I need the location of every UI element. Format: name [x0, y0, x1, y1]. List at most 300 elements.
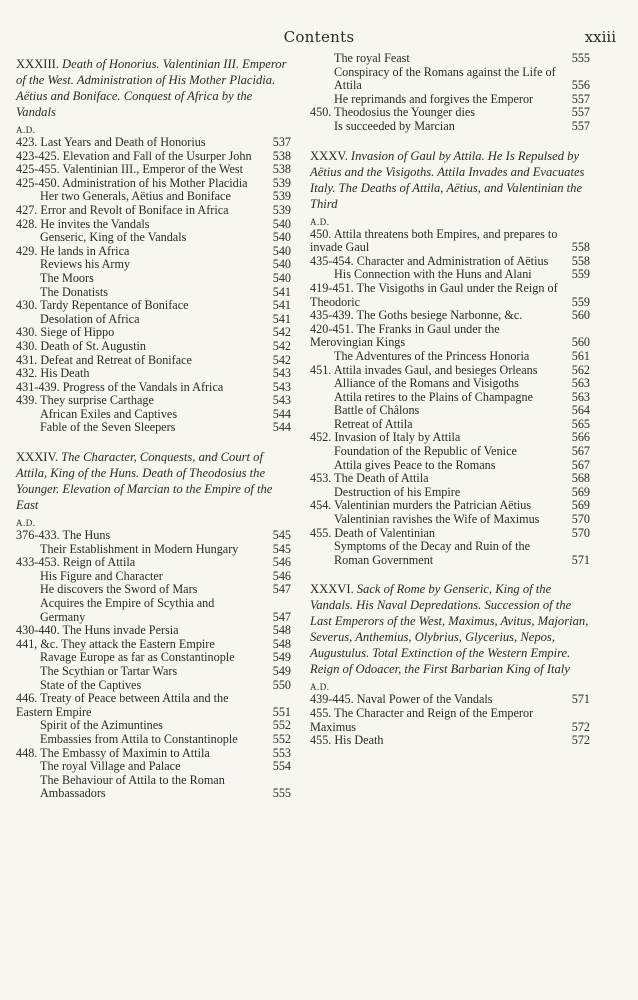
entry-page: 548: [272, 623, 291, 638]
toc-entry: [310, 459, 590, 473]
entry-text-wrap: [16, 313, 261, 327]
toc-entry: [310, 268, 590, 282]
entry-text-wrap: [16, 326, 261, 340]
entry-title: Character and Administration of Aëtius: [356, 253, 549, 268]
entry-page: 558: [571, 253, 590, 268]
entry-text-wrap: [310, 52, 560, 66]
chapter-heading: [16, 56, 291, 120]
toc-entry: [16, 624, 291, 638]
entry-text-wrap: [310, 707, 560, 734]
entry-title: Last Years and Death of Honorius: [40, 135, 206, 149]
entry-page: 537: [272, 135, 291, 149]
entry-title: Attila invades Gaul, and besieges Orleans: [333, 362, 538, 377]
toc-entry: [310, 323, 590, 350]
entry-text-wrap: [16, 204, 261, 218]
entry-page: 571: [571, 692, 590, 707]
entry-title: Fable of the Seven Sleepers: [40, 420, 176, 435]
entry-title: The Donatists: [40, 284, 109, 299]
entry-date: 420-451.: [310, 321, 354, 336]
toc-entry: [310, 693, 590, 707]
entry-text-wrap: [16, 231, 261, 245]
entry-title: Error and Revolt of Boniface in Africa: [40, 202, 229, 217]
entry-title: The Behaviour of Attila to the Roman Ambassadors: [40, 772, 225, 801]
entry-text-wrap: [16, 272, 261, 286]
toc-entry: [310, 734, 590, 748]
entry-date: 455.: [310, 525, 332, 540]
entry-text-wrap: [16, 543, 261, 557]
entry-page: 539: [272, 189, 291, 204]
entry-title: The Scythian or Tartar Wars: [40, 664, 178, 678]
entry-page: 540: [272, 243, 291, 258]
entry-page: 541: [272, 284, 291, 299]
entry-page: 542: [272, 352, 291, 367]
entry-title: Attila gives Peace to the Romans: [334, 457, 496, 472]
entry-page: 547: [272, 609, 291, 624]
toc-entry: [16, 245, 291, 259]
entry-text-wrap: [310, 459, 560, 473]
entry-page: 552: [272, 731, 291, 746]
toc-entry: [16, 719, 291, 733]
toc-entry: [310, 513, 590, 527]
entry-page: 566: [571, 430, 590, 445]
entry-date: 428.: [16, 216, 38, 231]
entry-text-wrap: [16, 529, 261, 543]
entry-page: 539: [272, 202, 291, 217]
entry-date: 430.: [16, 325, 38, 340]
entry-text-wrap: [310, 431, 560, 445]
chapter-description: Sack of Rome by Genseric, King of the Vandals. His Naval Depredations. Succession of the Last Emperors of the West, Maximus, Avitus, Majorian, Severus, Anthemius, Olybrius, Glycerius, Nepos, Augustulus. Total Extinction of the Western Empire. Reign of Odoacer, the First Barbarian King of Italy: [310, 582, 589, 677]
entry-date: 427.: [16, 202, 38, 217]
entry-date: 376-433.: [16, 528, 60, 543]
entry-text-wrap: [310, 472, 560, 486]
entry-text-wrap: [16, 556, 261, 570]
entry-text-wrap: [310, 734, 560, 748]
entry-title: Siege of Hippo: [40, 325, 115, 340]
entry-title: Retreat of Attila: [334, 416, 413, 431]
entry-date: 455.: [310, 706, 332, 720]
toc-entry: [310, 418, 590, 432]
entry-text-wrap: [310, 445, 560, 459]
toc-entry: [310, 527, 590, 541]
entry-text-wrap: [310, 404, 560, 418]
entry-page: 553: [272, 745, 291, 760]
entry-date: 430.: [16, 298, 38, 313]
toc-entry: [16, 570, 291, 584]
entry-title: Foundation of the Republic of Venice: [334, 444, 517, 459]
running-header-title: Contents: [283, 28, 355, 46]
chapter-gap: [16, 435, 291, 445]
entry-page: 555: [571, 51, 590, 65]
entry-text-wrap: [16, 286, 261, 300]
entry-title: The Goths besiege Narbonne, &c.: [356, 308, 523, 323]
entry-page: 545: [272, 528, 291, 543]
entry-title: African Exiles and Captives: [40, 406, 178, 421]
entry-page: 540: [272, 216, 291, 231]
entry-title: His Death: [334, 733, 384, 748]
entry-page: 557: [571, 91, 590, 106]
toc-entry: [16, 258, 291, 272]
entry-title: Destruction of his Empire: [334, 484, 461, 499]
toc-entry: [16, 326, 291, 340]
entry-date: 432.: [16, 366, 38, 381]
entry-page: 569: [571, 498, 590, 513]
entry-page: 548: [272, 636, 291, 651]
entry-page: 557: [571, 105, 590, 120]
entry-page: 559: [571, 267, 590, 282]
entry-page: 572: [571, 719, 590, 734]
entry-date: 429.: [16, 243, 38, 258]
entry-date: 452.: [310, 430, 332, 445]
chapter-number: XXXIII.: [16, 57, 60, 71]
entry-page: 551: [272, 704, 291, 719]
entry-page: 565: [571, 416, 590, 431]
toc-entry: [310, 364, 590, 378]
entry-date: 419-451.: [310, 280, 354, 295]
toc-entry: [16, 313, 291, 327]
entry-title: Ravage Europe as far as Constantinople: [40, 650, 235, 665]
entry-text-wrap: [16, 651, 261, 665]
entry-page: 552: [272, 718, 291, 733]
entry-page: 550: [272, 677, 291, 692]
toc-entry: [16, 299, 291, 313]
entry-text-wrap: [16, 692, 261, 719]
chapter-heading: [310, 581, 590, 677]
entry-text-wrap: [16, 258, 261, 272]
entry-title: The Visigoths in Gaul under the Reign of Theodoric: [310, 280, 558, 309]
toc-entry: [16, 583, 291, 597]
entry-page: 555: [272, 786, 291, 801]
toc-entry: [310, 93, 590, 107]
entry-page: 543: [272, 393, 291, 408]
entry-title: Administration of his Mother Placidia: [62, 175, 248, 190]
entry-text-wrap: [16, 760, 261, 774]
entry-title: Death of Valentinian: [334, 525, 436, 540]
entry-page: 546: [272, 555, 291, 570]
toc-entry: [16, 733, 291, 747]
toc-entry: [16, 354, 291, 368]
entry-text-wrap: [16, 624, 261, 638]
entry-date: 455.: [310, 733, 332, 748]
chapter-number: XXXVI.: [310, 582, 354, 597]
toc-entry: [16, 272, 291, 286]
toc-entry: [16, 394, 291, 408]
entry-date: 448.: [16, 745, 38, 760]
entry-text-wrap: [16, 665, 261, 679]
entry-title: He lands in Africa: [40, 243, 130, 258]
toc-entry: [16, 163, 291, 177]
entry-page: 557: [571, 118, 590, 133]
toc-entry: [310, 486, 590, 500]
entry-date: 439.: [16, 393, 38, 408]
toc-entry: [16, 190, 291, 204]
entry-title: Alliance of the Romans and Visigoths: [334, 376, 519, 391]
entry-text-wrap: [310, 120, 560, 134]
entry-page: 558: [571, 240, 590, 255]
entry-date: 430.: [16, 338, 38, 353]
entry-title: Is succeeded by Marcian: [334, 118, 455, 133]
chapter-heading: [16, 449, 291, 513]
toc-entry: [310, 391, 590, 405]
entry-date: 441, &c.: [16, 636, 59, 651]
entry-text-wrap: [310, 391, 560, 405]
entry-date: 454.: [310, 498, 332, 513]
toc-entry: [16, 381, 291, 395]
entry-text-wrap: [16, 177, 261, 191]
entry-date: 431.: [16, 352, 38, 367]
entry-text-wrap: [310, 282, 560, 309]
toc-entry: [310, 350, 590, 364]
entry-title: Genseric, King of the Vandals: [40, 230, 187, 245]
entry-text-wrap: [310, 309, 560, 323]
entry-date: 439-445.: [310, 692, 354, 707]
entry-page: 569: [571, 484, 590, 499]
entry-text-wrap: [310, 418, 560, 432]
entry-title: He discovers the Sword of Mars: [40, 582, 198, 597]
entry-date: 435-454.: [310, 253, 354, 268]
entry-date: 425-455.: [16, 162, 60, 177]
toc-entry: [16, 692, 291, 719]
entry-text-wrap: [16, 190, 261, 204]
toc-entry: [16, 679, 291, 693]
toc-entry: [16, 421, 291, 435]
entry-text-wrap: [310, 268, 560, 282]
toc-entry: [16, 747, 291, 761]
entry-page: 567: [571, 444, 590, 459]
entry-page: 545: [272, 541, 291, 556]
entry-page: 562: [571, 362, 590, 377]
entry-date: 453.: [310, 471, 332, 486]
entry-page: 564: [571, 403, 590, 418]
entry-title: The Embassy of Maximin to Attila: [40, 745, 210, 760]
toc-entry: [16, 177, 291, 191]
toc-entry: [16, 150, 291, 164]
entry-page: 540: [272, 257, 291, 272]
entry-text-wrap: [310, 255, 560, 269]
entry-title: His Death: [40, 366, 90, 381]
entry-text-wrap: [16, 218, 261, 232]
entry-title: The Character and Reign of the Emperor Maximus: [310, 706, 534, 734]
entry-page: 549: [272, 650, 291, 665]
entry-title: Progress of the Vandals in Africa: [62, 379, 224, 394]
entry-page: 556: [571, 78, 590, 93]
entry-text-wrap: [16, 583, 261, 597]
entry-title: The Moors: [40, 270, 94, 285]
entry-title: Tardy Repentance of Boniface: [40, 298, 189, 313]
entry-title: The royal Village and Palace: [40, 759, 181, 774]
ad-label: A.D.: [310, 216, 330, 227]
entry-title: His Connection with the Huns and Alani: [334, 267, 532, 282]
toc-entry: [310, 404, 590, 418]
entry-page: 561: [571, 348, 590, 363]
entry-page: 539: [272, 175, 291, 190]
entry-text-wrap: [310, 513, 560, 527]
toc-entry: [16, 651, 291, 665]
toc-entry: [310, 499, 590, 513]
entry-text-wrap: [310, 106, 560, 120]
entry-page: 570: [571, 525, 590, 540]
entry-text-wrap: [16, 381, 261, 395]
entry-date: 446.: [16, 691, 38, 706]
toc-entry: [16, 218, 291, 232]
entry-text-wrap: [16, 136, 261, 150]
entry-text-wrap: [16, 408, 261, 422]
entry-date: 435-439.: [310, 308, 354, 323]
chapter-gap: [310, 134, 590, 144]
entry-title: Death of St. Augustin: [40, 338, 146, 353]
toc-entry: [310, 106, 590, 120]
left-column: [16, 52, 291, 801]
entry-text-wrap: [310, 66, 560, 93]
entry-page: 544: [272, 420, 291, 435]
toc-entry: [16, 774, 291, 801]
entry-text-wrap: [16, 421, 261, 435]
entry-title: Treaty of Peace between Attila and the Eastern Empire: [16, 691, 229, 719]
entry-title: State of the Captives: [40, 677, 142, 692]
toc-entry: [16, 543, 291, 557]
entry-text-wrap: [16, 638, 261, 652]
ad-label: A.D.: [310, 682, 330, 693]
entry-title: Battle of Châlons: [334, 403, 420, 418]
entry-page: 563: [571, 389, 590, 404]
entry-date: 450.: [310, 105, 332, 120]
chapter-gap: [310, 567, 590, 577]
entry-title: He reprimands and forgives the Emperor: [334, 91, 534, 106]
entry-text-wrap: [16, 163, 261, 177]
toc-entry: [16, 760, 291, 774]
entry-page: 570: [571, 512, 590, 527]
entry-title: Embassies from Attila to Constantinople: [40, 731, 238, 746]
toc-entry: [310, 309, 590, 323]
toc-entry: [16, 136, 291, 150]
entry-text-wrap: [310, 540, 560, 567]
chapter-description: Death of Honorius. Valentinian III. Emperor of the West. Administration of His Mother Placidia. Aëtius and Boniface. Conquest of Africa by the Vandals: [16, 57, 287, 119]
entry-title: Elevation and Fall of the Usurper John: [62, 148, 252, 163]
toc-entry: [310, 255, 590, 269]
entry-page: 568: [571, 471, 590, 486]
entry-page: 547: [272, 582, 291, 597]
toc-entry: [16, 367, 291, 381]
ad-label: A.D.: [16, 125, 36, 135]
entry-title: Desolation of Africa: [40, 311, 140, 326]
chapter-description: Invasion of Gaul by Attila. He Is Repulsed by Aëtius and the Visigoths. Attila Invades and Evacuates Italy. The Deaths of Attila, Aëtius, and Valentinian the Third: [310, 148, 585, 211]
entry-title: Invasion of Italy by Attila: [334, 430, 461, 445]
toc-entry: [310, 228, 590, 255]
entry-text-wrap: [16, 394, 261, 408]
entry-text-wrap: [310, 93, 560, 107]
entry-title: Valentinian murders the Patrician Aëtius: [334, 498, 532, 513]
entry-title: Defeat and Retreat of Boniface: [40, 352, 192, 367]
entry-text-wrap: [310, 486, 560, 500]
toc-entry: [310, 472, 590, 486]
entry-text-wrap: [16, 299, 261, 313]
entry-text-wrap: [16, 774, 261, 801]
chapter-heading: [310, 148, 590, 212]
toc-entry: [16, 556, 291, 570]
entry-page: 554: [272, 759, 291, 774]
entry-text-wrap: [16, 570, 261, 584]
entry-text-wrap: [16, 150, 261, 164]
entry-text-wrap: [310, 364, 560, 378]
toc-entry: [16, 529, 291, 543]
entry-page: 541: [272, 298, 291, 313]
page-number: xxiii: [584, 28, 616, 46]
toc-entry: [310, 52, 590, 66]
entry-page: 541: [272, 311, 291, 326]
entry-text-wrap: [16, 719, 261, 733]
toc-entry: [16, 408, 291, 422]
entry-page: 540: [272, 270, 291, 285]
entry-title: Reviews his Army: [40, 257, 131, 272]
entry-title: The Death of Attila: [334, 471, 429, 486]
entry-title: Theodosius the Younger dies: [334, 105, 475, 120]
entry-page: 560: [571, 335, 590, 350]
entry-title: Reign of Attila: [62, 555, 136, 570]
entry-page: 538: [272, 162, 291, 177]
toc-entry: [310, 540, 590, 567]
entry-page: 549: [272, 664, 291, 678]
entry-title: Attila retires to the Plains of Champagne: [334, 389, 534, 404]
entry-page: 540: [272, 230, 291, 245]
entry-title: Valentinian ravishes the Wife of Maximus: [334, 512, 540, 527]
entry-title: The royal Feast: [334, 51, 410, 65]
toc-entry: [310, 707, 590, 734]
entry-page: 546: [272, 568, 291, 583]
chapter-number: XXXV.: [310, 148, 348, 163]
toc-entry: [310, 431, 590, 445]
entry-text-wrap: [16, 340, 261, 354]
entry-date: 423.: [16, 135, 38, 149]
toc-entry: [16, 340, 291, 354]
toc-entry: [310, 66, 590, 93]
entry-title: Conspiracy of the Romans against the Life of Attila: [334, 64, 556, 93]
entry-text-wrap: [16, 679, 261, 693]
entry-page: 542: [272, 325, 291, 340]
entry-text-wrap: [16, 354, 261, 368]
entry-text-wrap: [16, 245, 261, 259]
toc-entry: [310, 445, 590, 459]
entry-text-wrap: [310, 350, 560, 364]
entry-text-wrap: [16, 367, 261, 381]
toc-entry: [16, 665, 291, 679]
entry-title: The Huns invade Persia: [62, 623, 179, 638]
entry-text-wrap: [310, 377, 560, 391]
entry-page: 543: [272, 366, 291, 381]
toc-entry: [310, 120, 590, 134]
entry-text-wrap: [310, 693, 560, 707]
entry-title: Symptoms of the Decay and Ruin of the Roman Government: [334, 539, 530, 567]
entry-page: 538: [272, 148, 291, 163]
toc-entry: [16, 638, 291, 652]
entry-title: Attila threatens both Empires, and prepares to invade Gaul: [310, 226, 558, 255]
entry-page: 571: [571, 552, 590, 567]
entry-text-wrap: [310, 499, 560, 513]
entry-date: 450.: [310, 226, 332, 241]
entry-text-wrap: [310, 228, 560, 255]
entry-title: He invites the Vandals: [40, 216, 150, 231]
entry-title: His Figure and Character: [40, 568, 163, 583]
entry-page: 559: [571, 294, 590, 309]
entry-text-wrap: [310, 527, 560, 541]
entry-date: 423-425.: [16, 148, 60, 163]
entry-title: Spirit of the Azimuntines: [40, 718, 163, 733]
entry-title: Valentinian III., Emperor of the West: [62, 162, 244, 177]
entry-page: 563: [571, 376, 590, 391]
toc-entry: [16, 204, 291, 218]
entry-date: 431-439.: [16, 379, 60, 394]
entry-date: 451.: [310, 362, 332, 377]
entry-page: 572: [571, 733, 590, 748]
toc-entry: [16, 597, 291, 624]
